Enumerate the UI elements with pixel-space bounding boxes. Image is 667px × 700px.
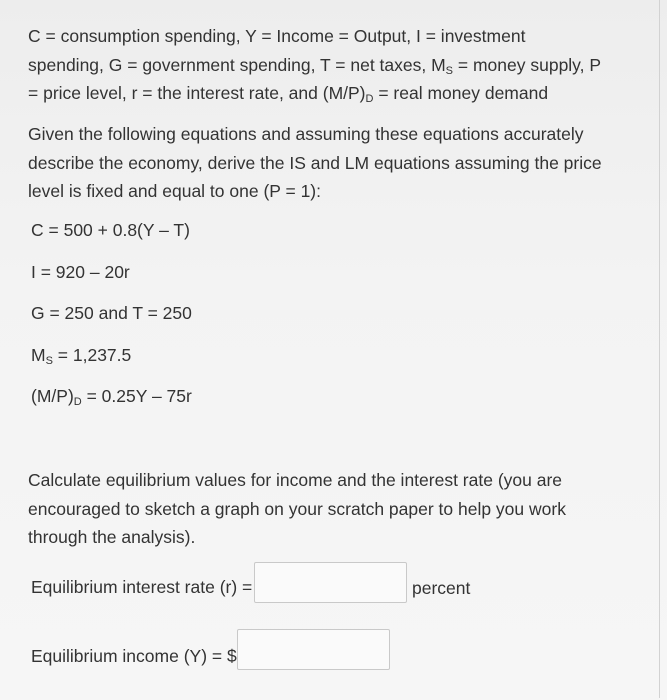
interest-rate-input[interactable]: [254, 562, 407, 603]
income-input[interactable]: [237, 629, 390, 670]
question-line-2: encouraged to sketch a graph on your scratch paper to help you work: [28, 498, 566, 519]
instructions-line-2: describe the economy, derive the IS and LM equations assuming the price: [28, 152, 602, 173]
money-demand-equation: $(M/P)_D = 0.25Y - 75r$: [31, 386, 192, 408]
percent-unit-label: percent: [412, 578, 471, 598]
investment-equation: I = 920 – 20r: [31, 262, 130, 282]
instructions: [28, 120, 648, 206]
question-panel: [4, 0, 660, 698]
variable-definitions: [28, 22, 648, 108]
definitions-line-1: C = consumption spending, Y = Income = Output, I = investment: [28, 26, 526, 46]
question-line-3: through the analysis).: [28, 527, 196, 547]
instructions-line-3: level is fixed and equal to one (P = 1):: [28, 181, 321, 201]
definitions-line-2: spending, G = government spending, T = net taxes, $M_S$ = money supply, P: [28, 54, 602, 77]
interest-rate-label: Equilibrium interest rate (r) =: [31, 577, 253, 597]
question-text: [28, 466, 648, 552]
money-supply-equation: $M_S = 1,237.5$: [31, 345, 132, 367]
definitions-line-3: = price level, r = the interest rate, and $(M/P)_D$ = real money demand: [28, 83, 549, 105]
income-label: Equilibrium income (Y) = $: [31, 646, 237, 666]
instructions-line-1: Given the following equations and assuming these equations accurately: [28, 124, 584, 144]
consumption-equation: C = 500 + 0.8(Y – T): [31, 220, 190, 240]
government-tax-equation: G = 250 and T = 250: [31, 303, 192, 323]
question-line-1: Calculate equilibrium values for income and the interest rate (you are: [28, 470, 563, 490]
